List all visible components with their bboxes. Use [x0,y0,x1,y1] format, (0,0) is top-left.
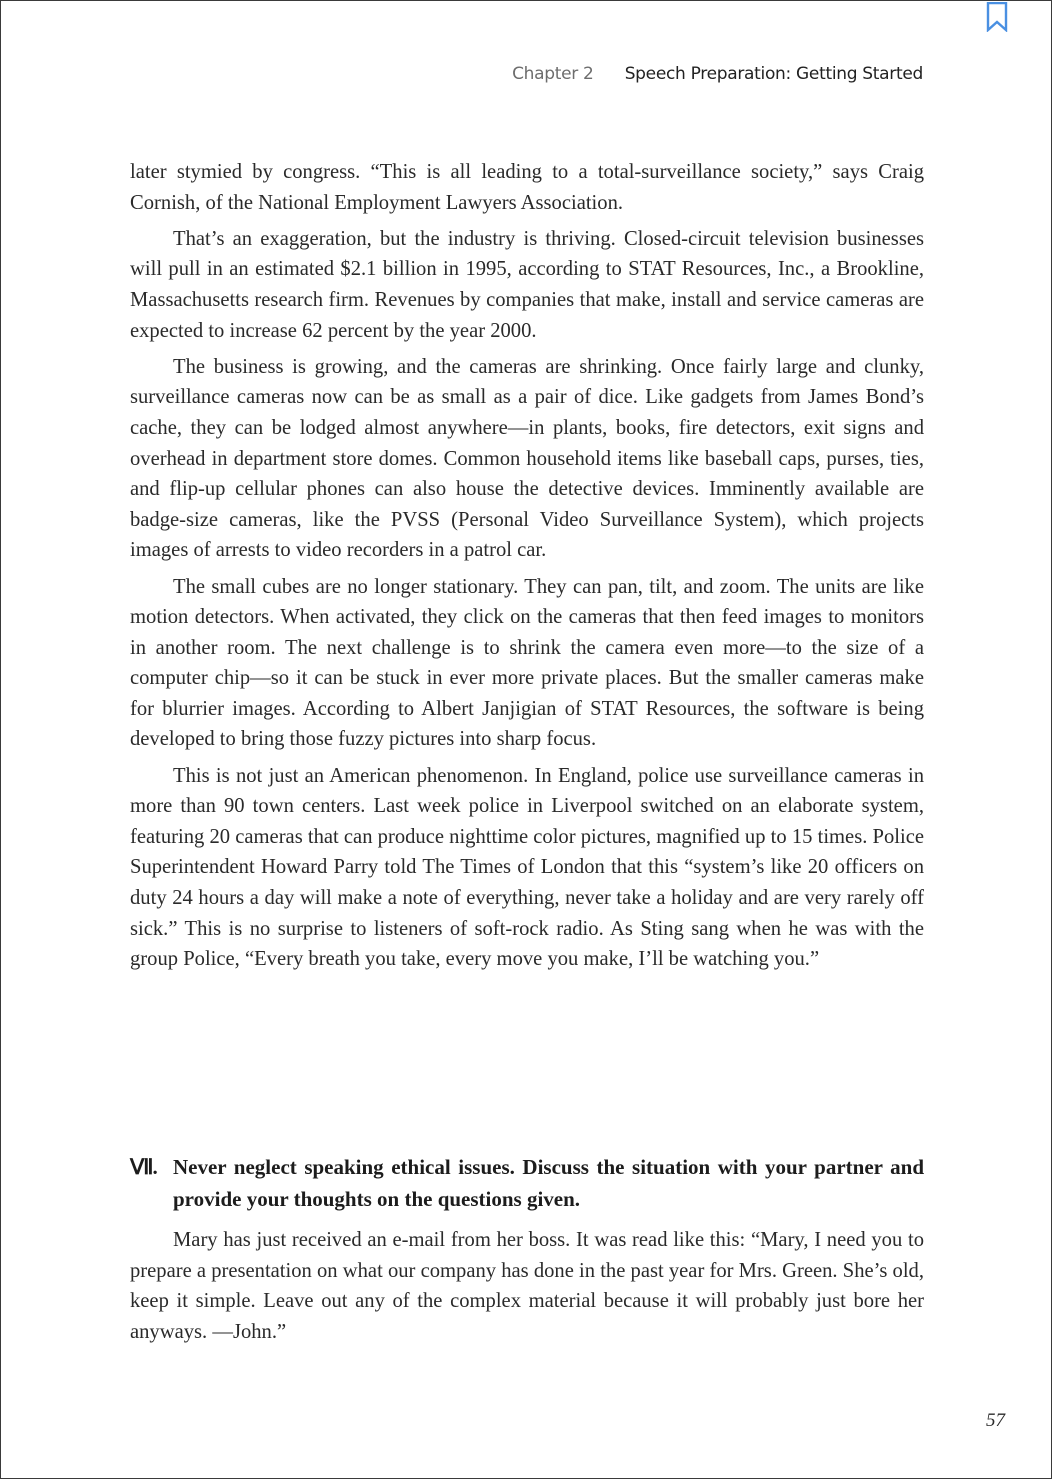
chapter-label: Chapter 2 [512,64,594,84]
running-header [512,64,923,84]
bookmark-icon-graphic [986,2,1008,32]
paragraph: The small cubes are no longer stationary. They can pan, tilt, and zoom. The units are like motion detectors. When activated, they click on the cameras that then feed images to monitors in another room. The next challenge is to shrink the camera even more—to the size of a computer chip—so it can be stuck in ever more private places. But the smaller cameras make for blurrier images. According to Albert Janjigian of STAT Resources, the software is being developed to bring those fuzzy pictures into sharp focus. [130,575,924,751]
paragraph: This is not just an American phenomenon. In England, police use surveillance cameras in more than 90 town centers. Last week police in Liverpool switched on an elaborate system, featuring 20 cameras that can produce nighttime color pictures, magnified up to 15 times. Police Superintendent Howard Parry told The Times of London that this “system’s like 20 officers on duty 24 hours a day will make a note of everything, never take a holiday and are very rarely off sick.” This is no surprise to listeners of soft-rock radio. As Sting sang when he was with the group Police, “Every breath you take, every move you make, I’ll be watching you.” [130,764,924,971]
bookmark-icon[interactable] [986,2,1008,32]
page-number: 57 [986,1410,1005,1431]
paragraph: The business is growing, and the cameras are shrinking. Once fairly large and clunky, surveillance cameras now can be as small as a pair of dice. Like gadgets from James Bond’s cache, they can be lodged almost anywhere—in plants, books, fire detectors, exit signs and overhead in department store domes. Common household items like baseball caps, purses, ties, and flip-up cellular phones can also house the detective devices. Imminently available are badge-size cameras, like the PVSS (Personal Video Surveillance System), which projects images of arrests to video recorders in a patrol car. [130,355,924,562]
paragraph-continued: later stymied by congress. “This is all leading to a total-surveillance society,” says Craig Cornish, of the National Employment Lawyers Association. [130,161,924,214]
section-numeral: Ⅶ. [130,1155,157,1179]
chapter-title: Speech Preparation: Getting Started [624,64,923,84]
body-text [130,157,924,980]
section-heading [130,1151,924,1215]
scenario-paragraph: Mary has just received an e-mail from her boss. It was read like this: “Mary, I need you to prepare a presentation on what our company has done in the past year for Mrs. Green. She’s old, keep it simple. Leave out any of the complex material because it will probably just bore her anyways. —John.” [130,1229,924,1343]
section-heading-text: Never neglect speaking ethical issues. Discuss the situation with your partner and provide your thoughts on the questions given. [173,1155,924,1211]
paragraph: That’s an exaggeration, but the industry is thriving. Closed-circuit television businesses will pull in an estimated $2.1 billion in 1995, according to STAT Resources, Inc., a Brookline, Massachusetts research firm. Revenues by companies that make, install and service cameras are expected to increase 62 percent by the year 2000. [130,227,924,342]
